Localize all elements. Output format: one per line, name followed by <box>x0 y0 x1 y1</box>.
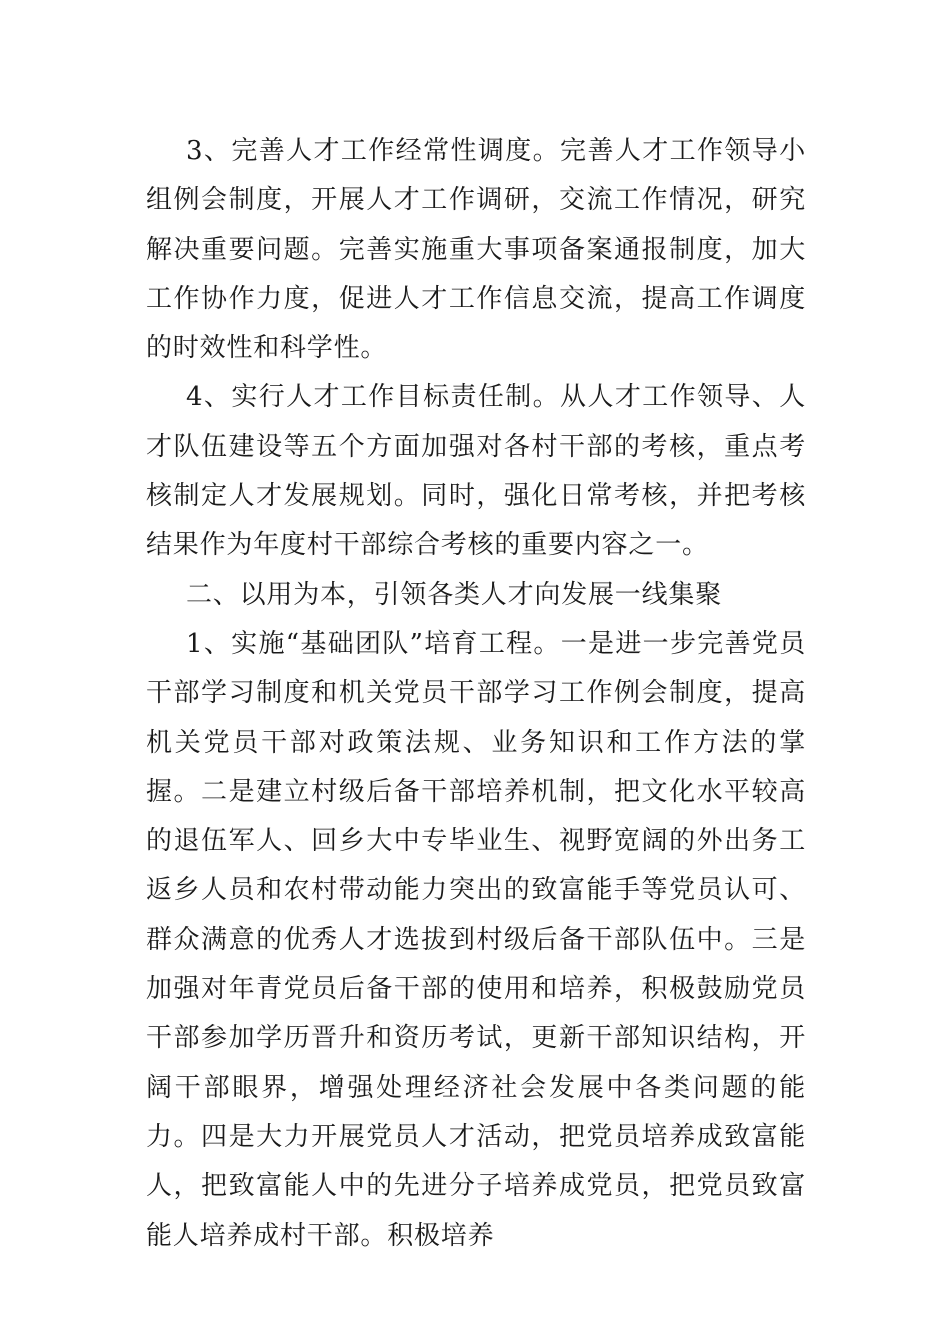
paragraph-item-1: 1、实施“基础团队”培育工程。一是进一步完善党员干部学习制度和机关党员干部学习工作例会制度，提高机关党员干部对政策法规、业务知识和工作方法的掌握。二是建立村级后备干部培养机制，把文化水平较高的退伍军人、回乡大中专毕业生、视野宽阔的外出务工返乡人员和农村带动能力突出的致富能手等党员认可、群众满意的优秀人才选拔到村级后备干部队伍中。三是加强对年青党员后备干部的使用和培养，积极鼓励党员干部参加学历晋升和资历考试，更新干部知识结构，开阔干部眼界，增强处理经济社会发展中各类问题的能力。四是大力开展党员人才活动，把党员培养成致富能人，把致富能人中的先进分子培养成党员，把党员致富能人培养成村干部。积极培养 <box>146 628 806 1251</box>
paragraph-item-4: 4、实行人才工作目标责任制。从人才工作领导、人才队伍建设等五个方面加强对各村干部的考核，重点考核制定人才发展规划。同时，强化日常考核，并把考核结果作为年度村干部综合考核的重要内容之一。 <box>146 382 806 561</box>
section-heading: 二、以用为本，引领各类人才向发展一线集聚 <box>186 579 723 610</box>
document-body <box>146 127 806 1261</box>
paragraph-item-3: 3、完善人才工作经常性调度。完善人才工作领导小组例会制度，开展人才工作调研，交流工作情况，研究解决重要问题。完善实施重大事项备案通报制度，加大工作协作力度，促进人才工作信息交流，提高工作调度的时效性和科学性。 <box>146 136 806 364</box>
